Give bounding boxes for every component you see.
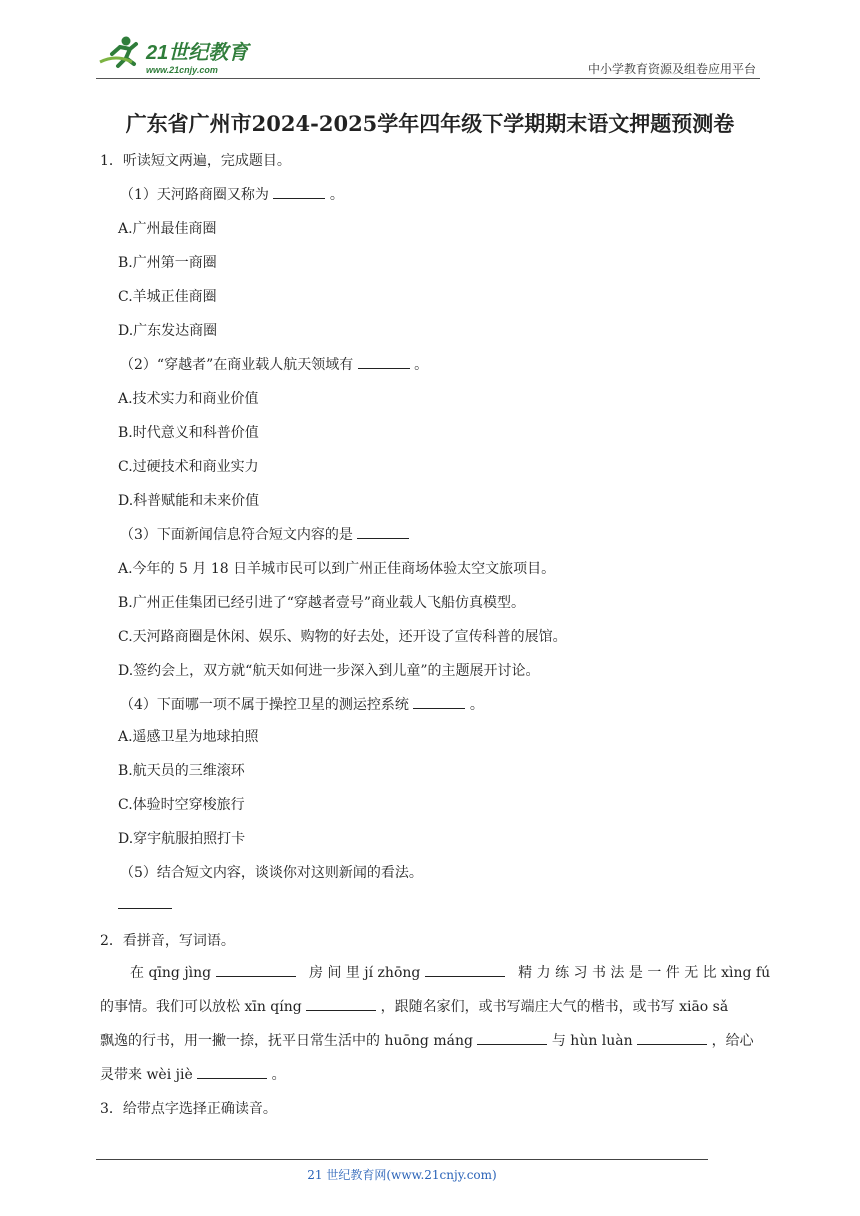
runner-logo-icon bbox=[100, 37, 136, 67]
q1-sub2 bbox=[120, 354, 428, 374]
answer-blank[interactable] bbox=[306, 998, 376, 1011]
answer-blank[interactable] bbox=[273, 186, 325, 199]
option[interactable]: D.签约会上，双方就“航天如何进一步深入到儿童”的主题展开讨论。 bbox=[118, 663, 540, 679]
header-divider bbox=[96, 78, 760, 79]
answer-blank[interactable] bbox=[477, 1032, 547, 1045]
option[interactable]: D.穿宇航服拍照打卡 bbox=[118, 831, 246, 847]
logo-url: www.21cnjy.com bbox=[146, 65, 218, 75]
option[interactable]: A.广州最佳商圈 bbox=[118, 221, 217, 237]
pinyin-text: 的事情。我们可以放松 xīn qíng bbox=[100, 999, 302, 1015]
answer-blank[interactable] bbox=[118, 908, 172, 909]
pinyin-text: 与 hùn luàn bbox=[551, 1033, 633, 1049]
answer-blank[interactable] bbox=[197, 1066, 267, 1079]
pinyin-text: ，给心 bbox=[711, 1033, 754, 1049]
option[interactable]: B.广州第一商圈 bbox=[118, 255, 217, 271]
q1-sub1-text: （1）天河路商圈又称为 bbox=[120, 187, 269, 203]
answer-blank[interactable] bbox=[357, 526, 409, 539]
pinyin-text: 在 qīng jìng bbox=[130, 965, 212, 981]
option[interactable]: C.体验时空穿梭旅行 bbox=[118, 797, 245, 813]
q1-sub2-end: 。 bbox=[414, 357, 429, 373]
footer-link[interactable]: 21 世纪教育网(www.21cnjy.com) bbox=[307, 1168, 497, 1182]
answer-blank[interactable] bbox=[216, 964, 296, 977]
q1-sub4-text: （4）下面哪一项不属于操控卫星的测运控系统 bbox=[120, 697, 409, 713]
pinyin-text: ，跟随名家们，或书写端庄大气的楷书，或书写 xiāo sǎ bbox=[380, 999, 729, 1015]
pinyin-text: 精 力 练 习 书 法 是 一 件 无 比 xìng fú bbox=[518, 965, 771, 981]
pinyin-text: 飘逸的行书，用一撇一捺，抚平日常生活中的 huōng máng bbox=[100, 1033, 473, 1049]
logo-text: 21世纪教育 bbox=[146, 42, 249, 64]
option[interactable]: A.技术实力和商业价值 bbox=[118, 391, 259, 407]
q1-sub1 bbox=[120, 184, 344, 204]
option[interactable]: B.时代意义和科普价值 bbox=[118, 425, 259, 441]
pinyin-paragraph bbox=[100, 962, 771, 1083]
pinyin-text: 房 间 里 jí zhōng bbox=[308, 965, 421, 981]
q1-sub3 bbox=[120, 524, 409, 544]
option[interactable]: D.科普赋能和未来价值 bbox=[118, 493, 260, 509]
header-platform-text: 中小学教育资源及组卷应用平台 bbox=[587, 62, 756, 76]
option[interactable]: D.广东发达商圈 bbox=[118, 323, 218, 339]
option[interactable]: A.今年的 5 月 18 日羊城市民可以到广州正佳商场体验太空文旅项目。 bbox=[118, 561, 556, 577]
footer-divider bbox=[96, 1159, 708, 1160]
q1-sub1-end: 。 bbox=[329, 187, 344, 203]
answer-blank[interactable] bbox=[425, 964, 505, 977]
option[interactable]: C.羊城正佳商圈 bbox=[118, 289, 217, 305]
pinyin-text: 。 bbox=[271, 1067, 286, 1083]
option[interactable]: A.遥感卫星为地球拍照 bbox=[118, 729, 259, 745]
pinyin-text: 灵带来 wèi jiè bbox=[100, 1067, 193, 1083]
q1-sub4-end: 。 bbox=[469, 697, 484, 713]
answer-blank[interactable] bbox=[413, 696, 465, 709]
option[interactable]: B.广州正佳集团已经引进了“穿越者壹号”商业载人飞船仿真模型。 bbox=[118, 595, 526, 611]
answer-blank[interactable] bbox=[358, 356, 410, 369]
option[interactable]: C.过硬技术和商业实力 bbox=[118, 459, 259, 475]
option[interactable]: C.天河路商圈是休闲、娱乐、购物的好去处，还开设了宣传科普的展馆。 bbox=[118, 629, 567, 645]
site-logo bbox=[96, 32, 266, 78]
question-2-stem: 2．看拼音，写词语。 bbox=[100, 933, 235, 949]
pinyin-row-2 bbox=[100, 996, 760, 1016]
q1-sub3-text: （3）下面新闻信息符合短文内容的是 bbox=[120, 527, 353, 543]
q1-sub2-text: （2）“穿越者”在商业载人航天领域有 bbox=[120, 357, 354, 373]
q1-sub4 bbox=[120, 694, 484, 714]
option[interactable]: B.航天员的三维滚环 bbox=[118, 763, 245, 779]
page-header bbox=[96, 32, 760, 78]
pinyin-row-4 bbox=[100, 1064, 760, 1084]
question-3-stem: 3．给带点字选择正确读音。 bbox=[100, 1101, 277, 1117]
answer-blank[interactable] bbox=[637, 1032, 707, 1045]
question-1-stem: 1．听读短文两遍，完成题目。 bbox=[100, 153, 291, 169]
page-title: 广东省广州市2024-2025学年四年级下学期期末语文押题预测卷 bbox=[125, 111, 735, 136]
pinyin-row-3 bbox=[100, 1030, 760, 1050]
pinyin-row-1 bbox=[130, 962, 771, 982]
q1-sub5: （5）结合短文内容，谈谈你对这则新闻的看法。 bbox=[120, 865, 423, 881]
